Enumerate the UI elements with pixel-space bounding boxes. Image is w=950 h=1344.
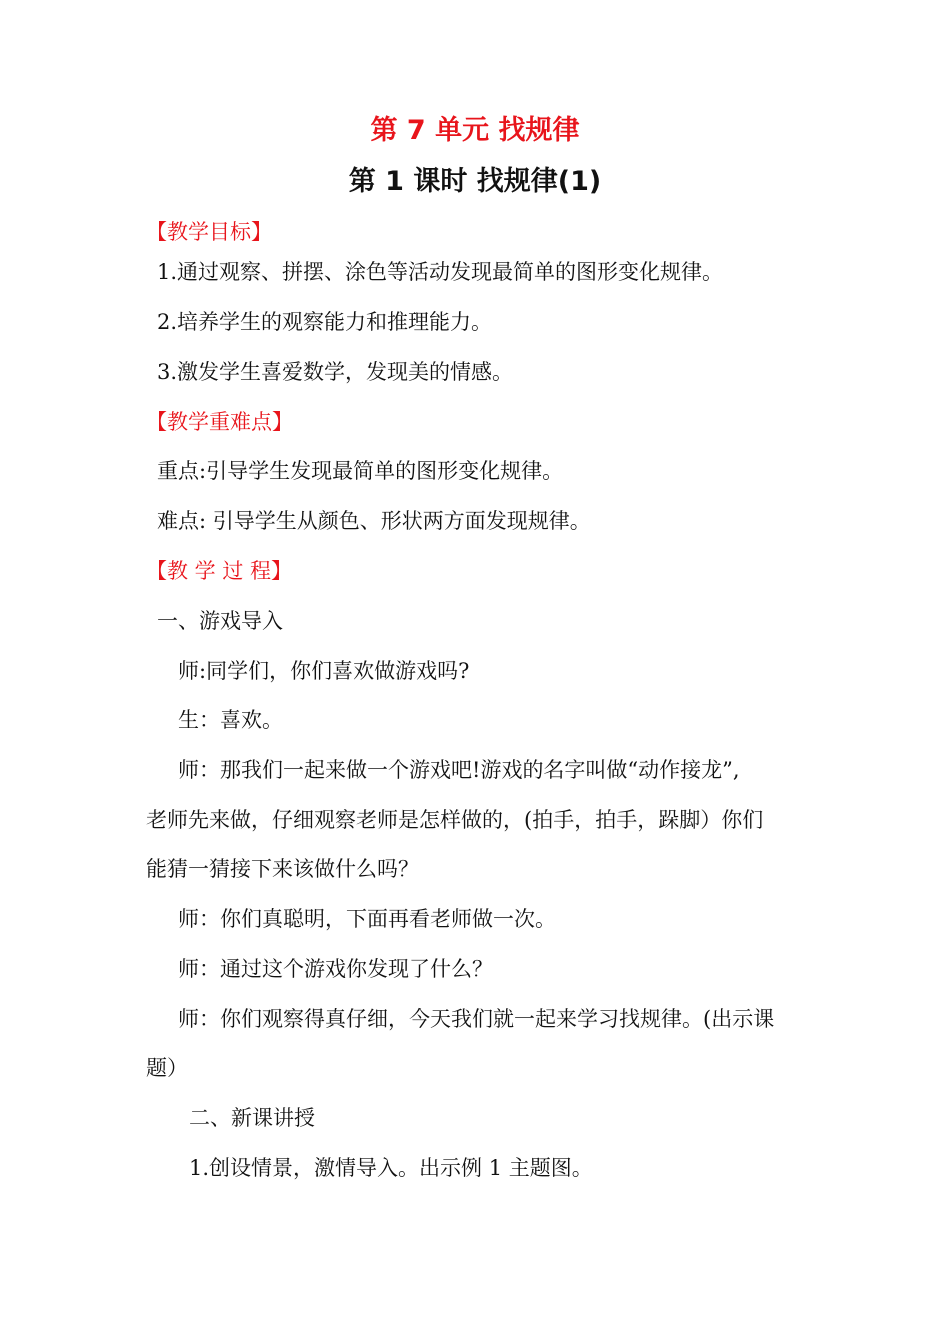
goal-item-1: 1.通过观察、拼摆、涂色等活动发现最简单的图形变化规律。 [157,260,724,284]
dialog-line-1: 师:同学们，你们喜欢做游戏吗? [178,659,470,683]
process-heading: 【教 学 过 程】 [146,559,293,583]
part2-heading: 二、新课讲授 [189,1106,315,1130]
dialog-line-3: 师：那我们一起来做一个游戏吧!游戏的名字叫做“动作接龙”, [178,758,740,782]
goal-item-3: 3.激发学生喜爱数学，发现美的情感。 [157,360,514,384]
dialog-line-7: 师：通过这个游戏你发现了什么？ [178,957,493,981]
key-points-heading: 【教学重难点】 [146,410,293,434]
part1-heading: 一、游戏导入 [157,609,283,633]
key-point: 重点:引导学生发现最简单的图形变化规律。 [157,459,564,483]
goal-item-2: 2.培养学生的观察能力和推理能力。 [157,310,493,334]
goals-heading: 【教学目标】 [146,220,272,244]
part2-line-1: 1.创设情景，激情导入。出示例 1 主题图。 [189,1156,593,1180]
dialog-line-8: 师：你们观察得真仔细，今天我们就一起来学习找规律。(出示课 [178,1007,775,1031]
unit-title: 第 7 单元 找规律 [370,115,580,146]
dialog-line-5: 能猜一猜接下来该做什么吗？ [146,857,419,881]
dialog-line-2: 生：喜欢。 [178,708,283,732]
dialog-line-6: 师：你们真聪明，下面再看老师做一次。 [178,907,556,931]
dialog-line-9: 题） [146,1056,188,1080]
dialog-line-4: 老师先来做，仔细观察老师是怎样做的，(拍手，拍手，跺脚）你们 [146,808,764,832]
difficult-point: 难点: 引导学生从颜色、形状两方面发现规律。 [157,509,591,533]
lesson-title: 第 1 课时 找规律(1) [348,166,602,197]
